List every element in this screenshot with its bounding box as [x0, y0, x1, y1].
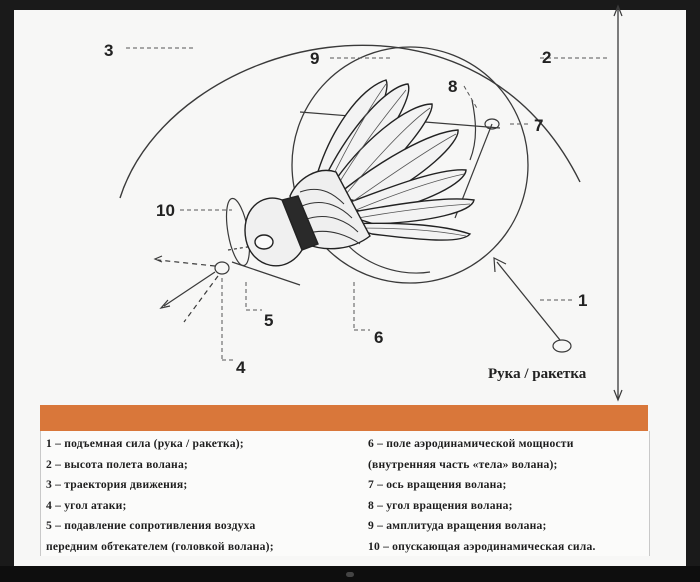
down-vector: [164, 272, 215, 306]
racket-arrow: [497, 262, 560, 340]
racket-caption: Рука / ракетка: [488, 366, 587, 382]
label-2: 2: [542, 48, 552, 67]
shuttlecock: [245, 80, 474, 266]
attack-angle-line: [232, 262, 300, 285]
legend-item: 7 – ось вращения волана;: [368, 478, 507, 492]
label-9: 9: [310, 49, 320, 68]
legend-item: 4 – угол атаки;: [46, 498, 127, 512]
legend-item: 2 – высота полета волана;: [46, 457, 188, 471]
legend-item: передним обтекателем (головкой волана);: [46, 539, 274, 553]
monitor-logo: [346, 572, 354, 577]
legend-item: 6 – поле аэродинамической мощности: [368, 437, 574, 450]
drag-vector: [158, 260, 215, 266]
legend-item: 10 – опускающая аэродинамическая сила.: [368, 539, 596, 553]
label-8: 8: [448, 77, 458, 96]
legend-item: 8 – угол вращения волана;: [368, 498, 513, 512]
label-7: 7: [534, 116, 544, 135]
label-5: 5: [264, 311, 274, 330]
racket-point: [553, 340, 571, 352]
label-1: 1: [578, 291, 588, 310]
legend-right-column: [368, 434, 596, 558]
legend-item: (внутренняя часть «тела» волана);: [368, 457, 558, 471]
label-3: 3: [104, 41, 114, 60]
legend-header-bar: [40, 405, 648, 431]
rotation-angle-arc: [470, 100, 476, 160]
force-point: [215, 262, 229, 274]
legend-item: 3 – траектория движения;: [46, 478, 188, 492]
legend-item: 5 – подавление сопротивления воздуха: [46, 519, 256, 533]
legend-item: 1 – подъемная сила (рука / ракетка);: [46, 437, 244, 450]
legend-item: 9 – амплитуда вращения волана;: [368, 519, 547, 533]
down-vector-2: [184, 276, 218, 322]
legend-left-column: [46, 434, 274, 558]
label-10: 10: [156, 201, 175, 220]
label-4: 4: [236, 358, 246, 377]
cork-tip: [255, 235, 273, 249]
label-6: 6: [374, 328, 384, 347]
